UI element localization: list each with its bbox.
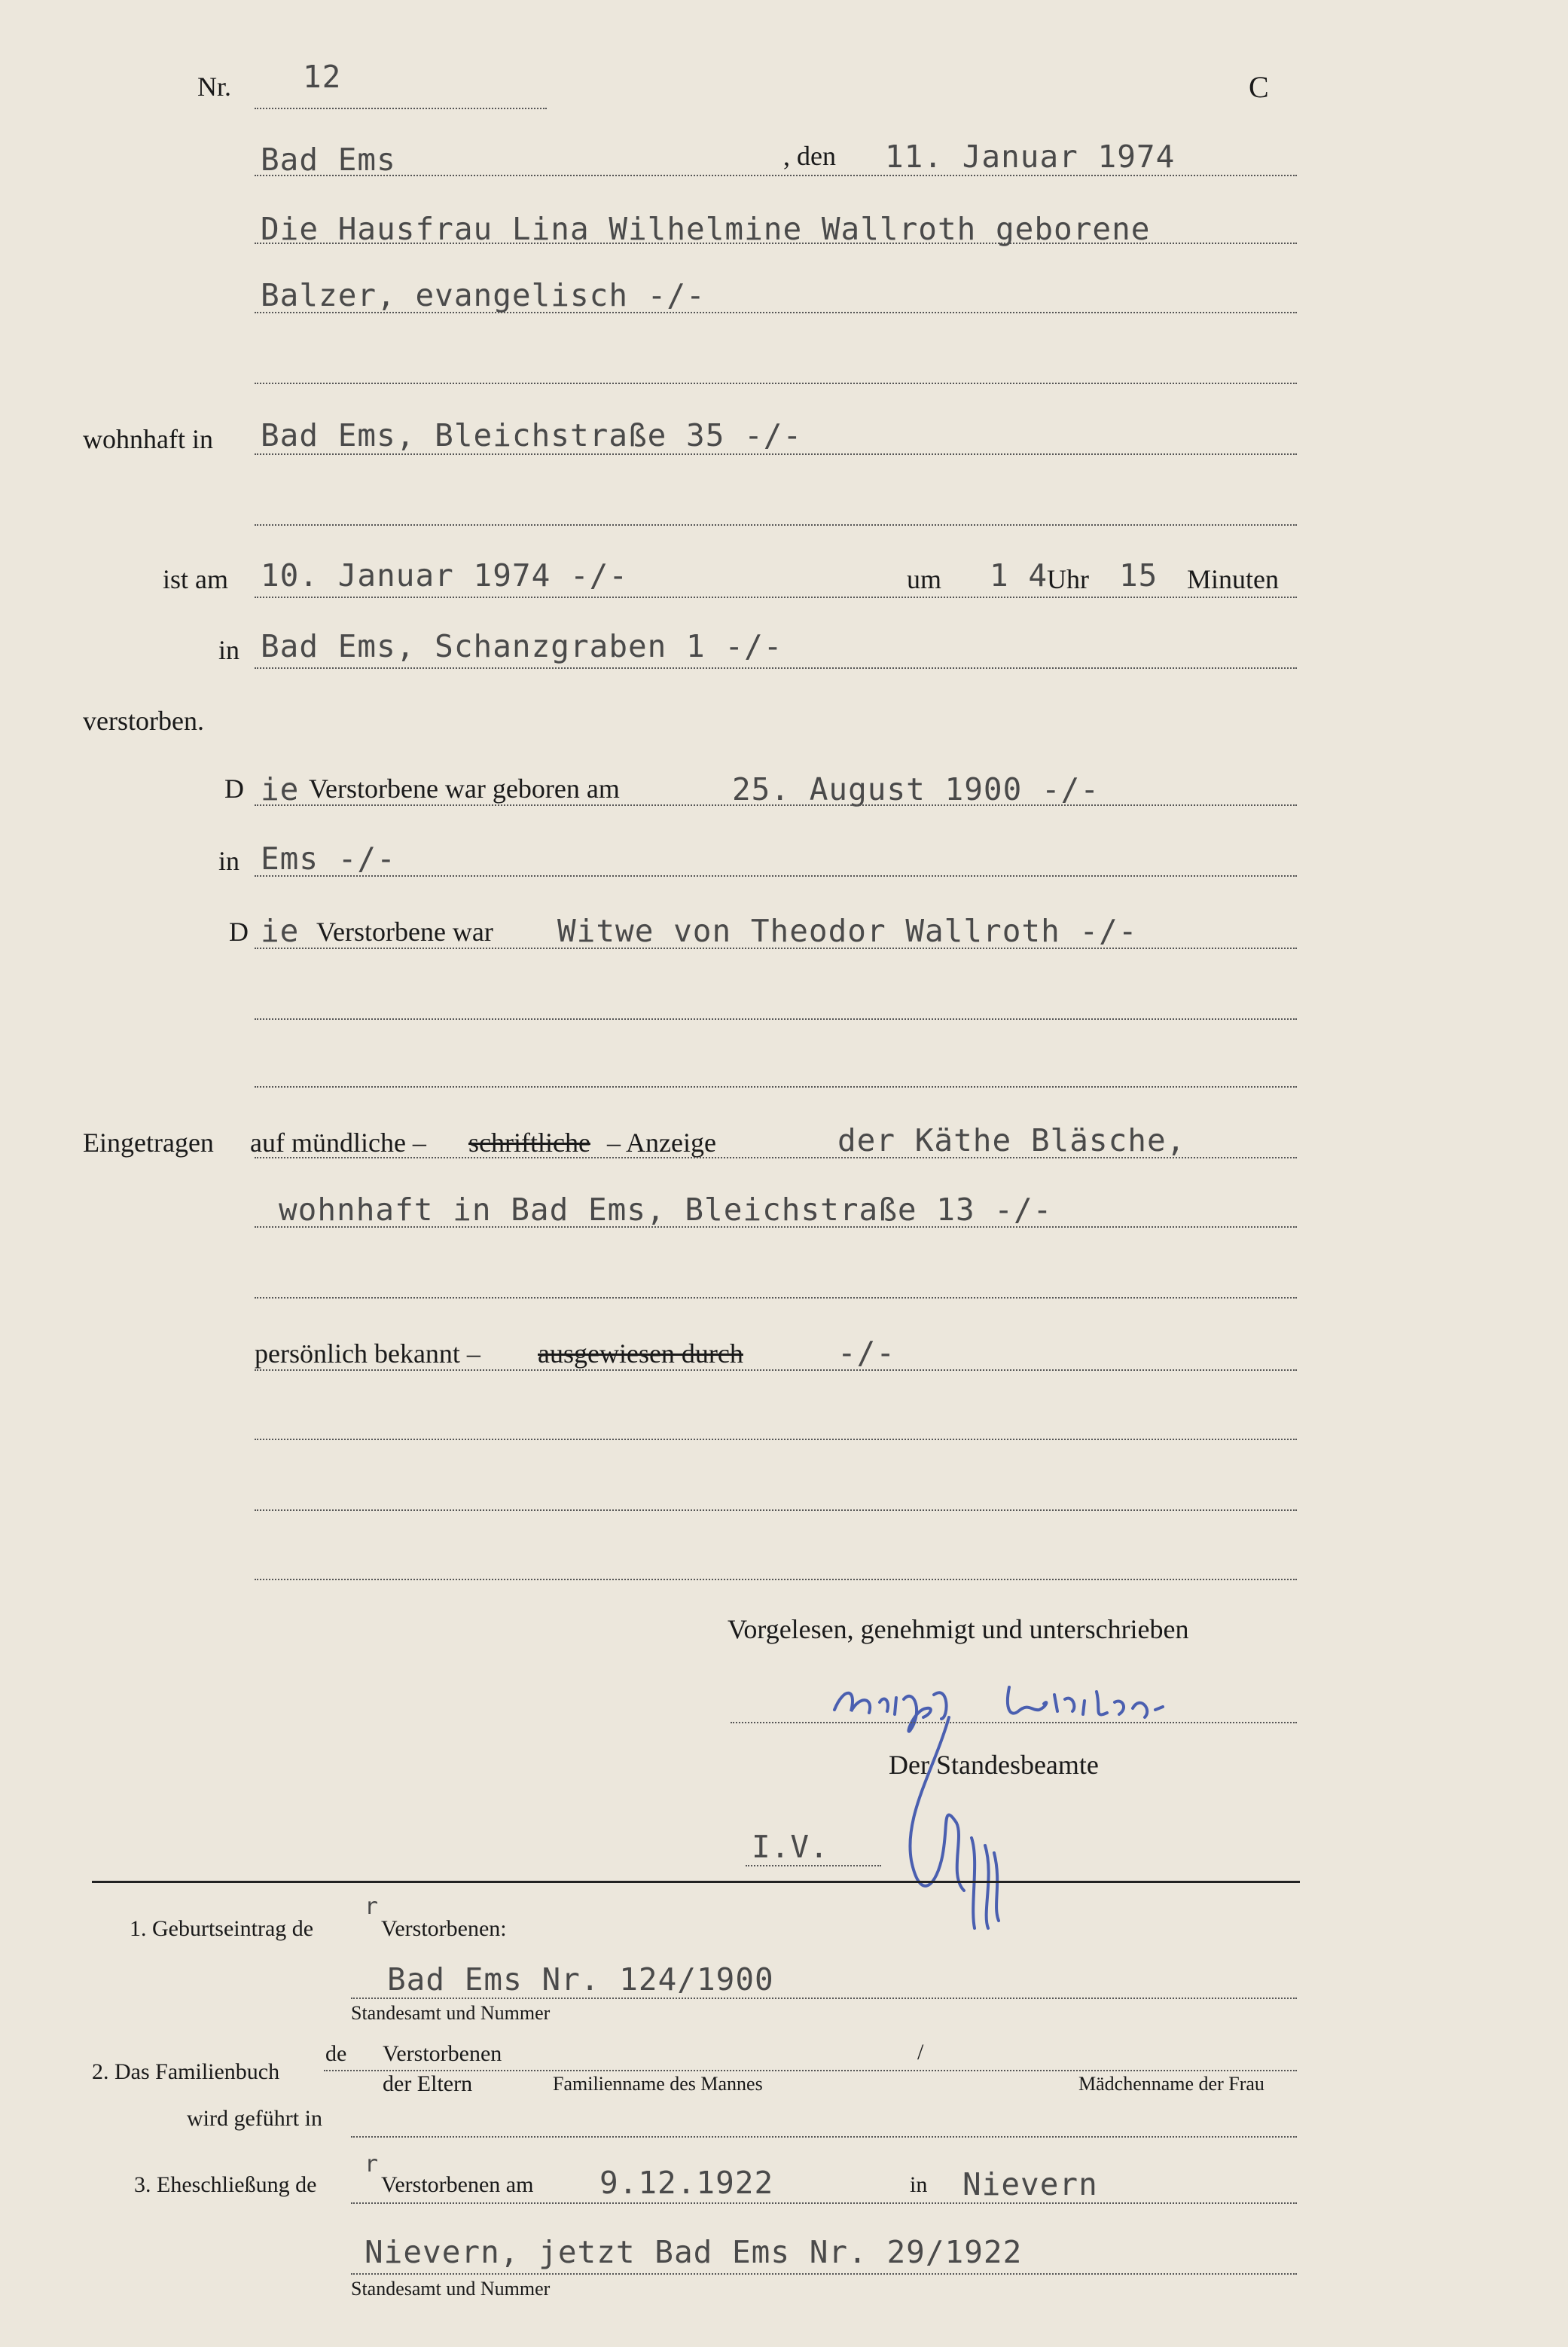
residence-label: wohnhaft in [83, 424, 213, 454]
residence-underline-2 [255, 524, 1297, 526]
iv-underline [746, 1865, 881, 1866]
f3-label: 3. Eheschließung de [134, 2172, 317, 2197]
f3-r: r [365, 2151, 380, 2178]
status-underline-2 [255, 1018, 1297, 1020]
f1-r: r [365, 1894, 380, 1920]
person-line-2: Balzer, evangelisch -/- [261, 277, 706, 313]
ausgewiesen-label-struck: ausgewiesen durch [538, 1338, 743, 1369]
blank-underline-2 [255, 1509, 1297, 1511]
date: 11. Januar 1974 [885, 139, 1176, 175]
registration-underline-2 [255, 1226, 1297, 1228]
status-typed-ie: ie [261, 913, 300, 949]
ist-am-label: ist am [163, 564, 228, 594]
status-d-label: D [229, 917, 249, 947]
iv-label: I.V. [752, 1829, 829, 1865]
person-underline-3 [255, 383, 1297, 384]
f1-label-2: Verstorbenen: [381, 1916, 507, 1941]
birth-d-label: D [224, 774, 244, 804]
f3-date: 9.12.1922 [599, 2165, 774, 2201]
f1-caption: Standesamt und Nummer [351, 2002, 551, 2024]
vorgelesen-text: Vorgelesen, genehmigt und unterschrieben [728, 1614, 1189, 1644]
f2-gefuehrt-label: wird geführt in [187, 2106, 322, 2131]
f3-place: Nievern [962, 2166, 1098, 2202]
birth-underline [255, 804, 1297, 806]
f3-caption: Standesamt und Nummer [351, 2278, 551, 2300]
person-underline-2 [255, 312, 1297, 313]
f2-gefuehrt-underline [351, 2136, 1297, 2138]
f3-value: Nievern, jetzt Bad Ems Nr. 29/1922 [365, 2234, 1023, 2270]
f1-value: Bad Ems Nr. 124/1900 [387, 1961, 774, 1998]
anzeige-label: – Anzeige [607, 1128, 716, 1158]
f3-in-label: in [910, 2172, 928, 2197]
schriftliche-label-struck: schriftliche [468, 1128, 590, 1158]
f1-underline [351, 1998, 1297, 1999]
f3-label-2: Verstorbenen am [381, 2172, 534, 2197]
f3-underline [351, 2202, 1297, 2204]
registrar-signature [889, 1710, 1054, 1936]
birth-date: 25. August 1900 -/- [732, 771, 1100, 807]
den-label: , den [783, 141, 836, 171]
eingetragen-label: Eingetragen [83, 1128, 214, 1158]
death-place-underline [255, 667, 1297, 669]
informant-address: wohnhaft in Bad Ems, Bleichstraße 13 -/- [279, 1192, 1053, 1228]
blank-underline-3 [255, 1579, 1297, 1580]
nr-label: Nr. [197, 72, 231, 102]
residence-value: Bad Ems, Bleichstraße 35 -/- [261, 417, 803, 453]
status-label: Verstorbene war [316, 917, 493, 947]
death-minutes: 15 [1119, 557, 1158, 594]
standesbeamte-label: Der Standesbeamte [889, 1750, 1099, 1780]
blank-underline-1 [255, 1439, 1297, 1440]
birth-in-label: in [218, 846, 240, 876]
f3-value-underline [351, 2273, 1297, 2275]
form-letter: C [1249, 70, 1269, 104]
bekannt-value: -/- [837, 1335, 896, 1371]
f1-label: 1. Geburtseintrag de [130, 1916, 314, 1941]
status-value: Witwe von Theodor Wallroth -/- [557, 913, 1138, 949]
person-underline-1 [255, 243, 1297, 244]
death-hour: 1 4 [990, 557, 1048, 594]
place: Bad Ems [261, 142, 396, 178]
footnote-separator [92, 1881, 1300, 1883]
birth-place: Ems -/- [261, 841, 396, 877]
status-underline-1 [255, 948, 1297, 949]
f2-de: de [325, 2041, 347, 2066]
f2-slash: / [917, 2040, 924, 2065]
bekannt-underline [255, 1369, 1297, 1371]
uhr-label: Uhr [1047, 564, 1089, 594]
registration-underline-1 [255, 1157, 1297, 1158]
birth-typed-ie: ie [261, 771, 300, 807]
auf-muendliche-label: auf mündliche – [250, 1128, 426, 1158]
birth-label: Verstorbene war geboren am [309, 774, 620, 804]
death-in-label: in [218, 635, 240, 665]
verstorben-label: verstorben. [83, 706, 204, 736]
f2-eltern: der Eltern [383, 2071, 473, 2096]
death-date: 10. Januar 1974 -/- [261, 557, 628, 594]
status-underline-3 [255, 1086, 1297, 1088]
death-place: Bad Ems, Schanzgraben 1 -/- [261, 628, 783, 664]
f2-label: 2. Das Familienbuch [92, 2059, 280, 2084]
f2-caption-frau: Mädchenname der Frau [1078, 2073, 1264, 2095]
f2-caption-mann: Familienname des Mannes [553, 2073, 763, 2095]
bekannt-label: persönlich bekannt – [255, 1338, 480, 1369]
nr-value: 12 [303, 59, 342, 95]
informant-name: der Käthe Bläsche, [837, 1122, 1186, 1158]
person-line-1: Die Hausfrau Lina Wilhelmine Wallroth geborene [261, 211, 1151, 247]
place-date-line [255, 175, 1297, 176]
nr-underline [255, 108, 547, 109]
f2-verstorbenen: Verstorbenen [383, 2041, 502, 2066]
minuten-label: Minuten [1187, 564, 1279, 594]
registration-underline-3 [255, 1297, 1297, 1299]
death-time-underline [255, 597, 1297, 598]
birth-place-underline [255, 875, 1297, 877]
um-label: um [907, 564, 942, 594]
residence-underline-1 [255, 453, 1297, 455]
